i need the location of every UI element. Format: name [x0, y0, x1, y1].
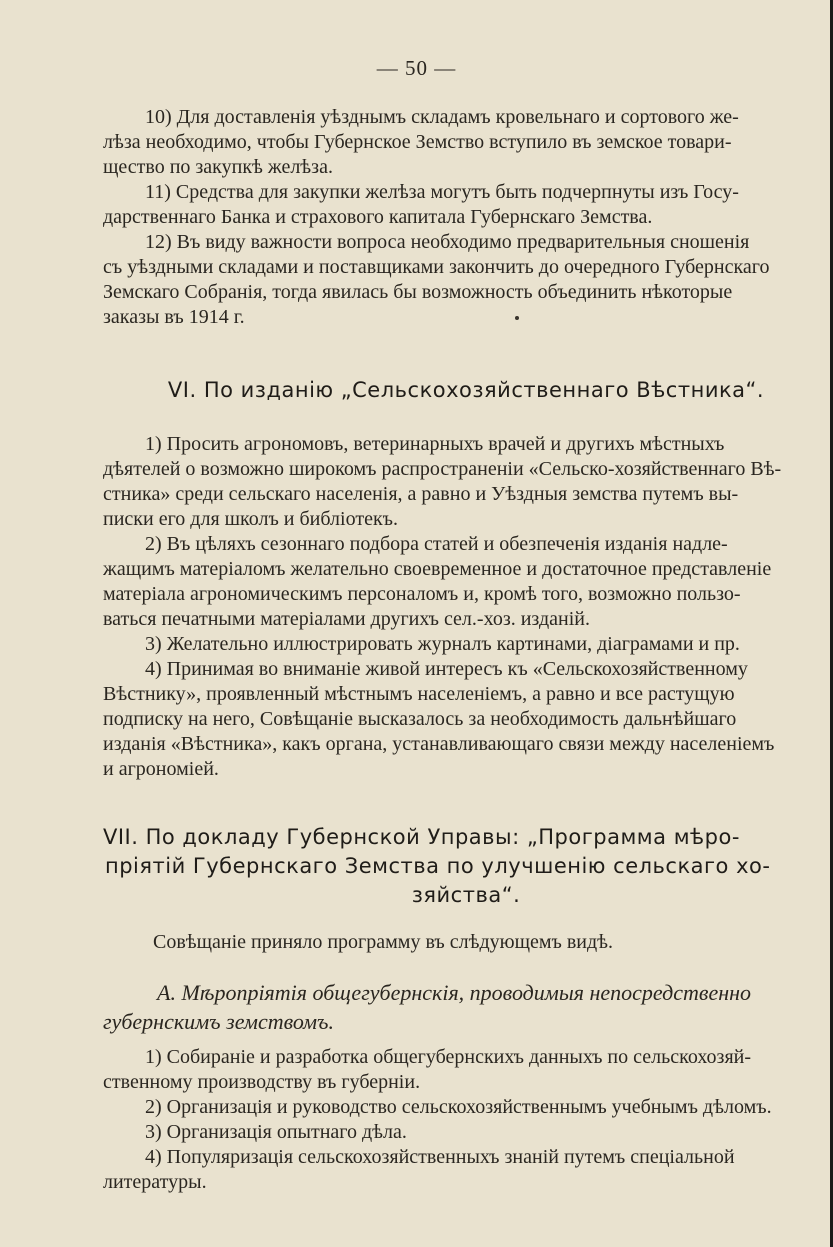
text-line: подписку на него, Совѣщаніе высказалось за необходимость дальнѣйшаго — [103, 708, 737, 730]
text-line: 10) Для доставленія уѣзднымъ складамъ кровельнаго и сортового же- — [145, 106, 739, 128]
text-line: 3) Организація опытнаго дѣла. — [145, 1121, 407, 1143]
text-line: дѣятелей о возможно широкомъ распространеніи «Сельско-хозяйственнаго Вѣ- — [103, 458, 782, 480]
text-line: ственному производству въ губерніи. — [103, 1071, 421, 1093]
text-line: 11) Средства для закупки желѣза могутъ быть подчерпнуты изъ Госу- — [145, 181, 739, 203]
text-line: изданія «Вѣстника», какъ органа, устанавливающаго связи между населеніемъ — [103, 733, 775, 755]
page-number: — 50 — — [376, 56, 457, 80]
list-a-item-1 — [103, 1045, 829, 1095]
adopted-statement — [103, 930, 829, 955]
text-line: 4) Принимая во вниманіе живой интересъ къ «Сельскохозяйственному — [145, 658, 748, 680]
text-line: съ уѣздными складами и поставщиками закончить до очередного Губернскаго — [103, 256, 770, 278]
text-line: 2) Въ цѣляхъ сезоннаго подбора статей и обезпеченія изданія надле- — [145, 533, 728, 555]
text-line: 2) Организація и руководство сельскохозяйственнымъ учебнымъ дѣломъ. — [145, 1096, 772, 1118]
text-line: 12) Въ виду важности вопроса необходимо предварительныя сношенія — [145, 231, 750, 253]
text-line: 4) Популяризація сельскохозяйственныхъ знаній путемъ спеціальной — [145, 1146, 735, 1168]
text-line: жащимъ матеріаломъ желательно своевременное и достаточное представленіе — [103, 558, 772, 580]
text-line: губернскимъ земствомъ. — [103, 1009, 334, 1034]
text-line: лѣза необходимо, чтобы Губернское Земство вступило въ земское товари- — [103, 131, 732, 153]
text-line: щество по закупкѣ желѣза. — [103, 156, 333, 178]
list-a-item-4 — [103, 1145, 829, 1195]
text-line: литературы. — [103, 1171, 207, 1193]
heading-line: зяйства“. — [411, 883, 521, 907]
paragraph-10 — [103, 105, 829, 180]
paragraph-vi-3 — [103, 632, 829, 657]
text-line: матеріала агрономическимъ персоналомъ и, кромѣ того, возможно пользо- — [103, 583, 741, 605]
heading-section-vi: VI. По изданію „Сельскохозяйственнаго Вѣстника“. — [167, 378, 765, 402]
heading-line: VII. По докладу Губернской Управы: „Программа мѣро- — [103, 825, 740, 849]
text-line: А. Мѣропріятія общегубернскія, проводимыя непосредственно — [157, 980, 752, 1005]
text-line: и агрономіей. — [103, 758, 219, 780]
heading-line: пріятій Губернскаго Земства по улучшенію сельскаго хо- — [105, 854, 771, 878]
text-line: заказы въ 1914 г. — [103, 306, 245, 328]
text-line: ваться печатными матеріалами другихъ сел.-хоз. изданій. — [103, 608, 590, 630]
list-a-item-3 — [103, 1120, 829, 1145]
text-line: 1) Собираніе и разработка общегубернскихъ данныхъ по сельскохозяй- — [145, 1046, 752, 1068]
heading-section-vii — [103, 823, 829, 910]
paragraph-vi-1 — [103, 432, 829, 532]
text-line: Земскаго Собранія, тогда явилась бы возможность объединить нѣкоторые — [103, 281, 733, 303]
text-line: дарственнаго Банка и страхового капитала Губернскаго Земства. — [103, 206, 653, 228]
text-line: 1) Просить агрономовъ, ветеринарныхъ врачей и другихъ мѣстныхъ — [145, 433, 725, 455]
text-line: писки его для школъ и библіотекъ. — [103, 508, 399, 530]
list-a-item-2 — [103, 1095, 829, 1120]
paragraph-vi-4 — [103, 657, 829, 782]
paragraph-11 — [103, 180, 829, 230]
paragraph-12 — [103, 230, 829, 330]
text-line: Совѣщаніе приняло программу въ слѣдующемъ видѣ. — [153, 931, 614, 953]
text-line: стника» среди сельскаго населенія, а равно и Уѣздныя земства путемъ вы- — [103, 483, 739, 505]
text-line: Вѣстнику», проявленный мѣстнымъ населеніемъ, а равно и все растущую — [103, 683, 735, 705]
ink-speck — [515, 316, 519, 320]
text-line: 3) Желательно иллюстрировать журналъ картинами, діаграмами и пр. — [145, 633, 740, 655]
subheading-a — [103, 978, 829, 1036]
paragraph-vi-2 — [103, 532, 829, 632]
